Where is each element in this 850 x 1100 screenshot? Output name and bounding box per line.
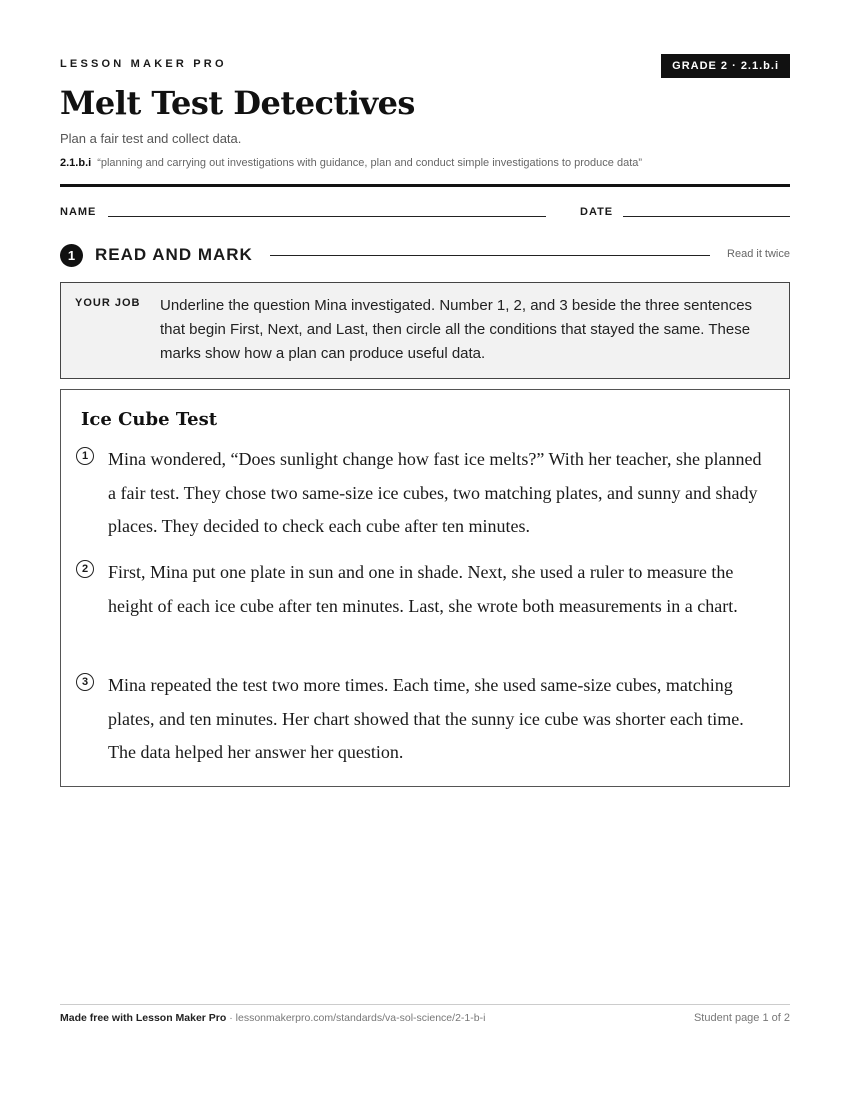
section-number-badge: 1 <box>60 244 83 267</box>
footer-made: Made free with Lesson Maker Pro <box>60 1012 227 1024</box>
page-subtitle: Plan a fair test and collect data. <box>60 131 242 146</box>
footer-link[interactable]: · lessonmakerpro.com/standards/va-sol-science/2-1-b-i <box>226 1012 486 1024</box>
brand-name: LESSON MAKER PRO <box>60 58 227 70</box>
date-label: DATE <box>580 206 614 218</box>
name-field[interactable] <box>108 216 546 217</box>
story-box <box>60 389 790 787</box>
section-title: READ AND MARK <box>95 245 253 264</box>
grade-badge: GRADE 2 · 2.1.b.i <box>661 54 790 78</box>
date-field[interactable] <box>623 216 790 217</box>
paragraph-text: Mina repeated the test two more times. Each time, she used same-size cubes, matching plates, and ten minutes. Her chart showed that the sunny ice cube was shorter each time. The data helped her answer her question. <box>108 675 744 762</box>
paragraph-text: Mina wondered, “Does sunlight change how fast ice melts?” With her teacher, she planned a fair test. They chose two same-size ice cubes, two matching plates, and sunny and shady places. They decided to check each cube after ten minutes. <box>108 449 762 536</box>
section-divider <box>270 255 710 256</box>
section-note: Read it twice <box>727 248 790 260</box>
paragraph-number-icon: 1 <box>76 447 94 465</box>
paragraph-number-icon: 3 <box>76 673 94 691</box>
story-title: Ice Cube Test <box>81 409 218 430</box>
worksheet-page <box>60 0 790 1100</box>
job-box <box>60 282 790 379</box>
job-label: YOUR JOB <box>75 297 141 309</box>
paragraph-text: First, Mina put one plate in sun and one in shade. Next, she used a ruler to measure the height of each ice cube after ten minutes. Last, she wrote both measurements in a chart. <box>108 562 738 616</box>
footer-credit <box>60 1012 485 1024</box>
footer-divider <box>60 1004 790 1005</box>
paragraph-number-icon: 2 <box>76 560 94 578</box>
name-label: NAME <box>60 206 97 218</box>
footer-page-number: Student page 1 of 2 <box>693 1012 790 1024</box>
standard-code: 2.1.b.i <box>60 157 92 169</box>
standard-text: “planning and carrying out investigations with guidance, plan and conduct simple investigations to produce data” <box>97 157 643 169</box>
header-divider <box>60 184 790 187</box>
page-title: Melt Test Detectives <box>60 84 415 122</box>
standard-line <box>60 157 642 169</box>
job-instructions: Underline the question Mina investigated. Number 1, 2, and 3 beside the three sentences that begin First, Next, and Last, then circle all the conditions that stayed the same. These marks show how a plan can produce useful data. <box>160 297 753 362</box>
